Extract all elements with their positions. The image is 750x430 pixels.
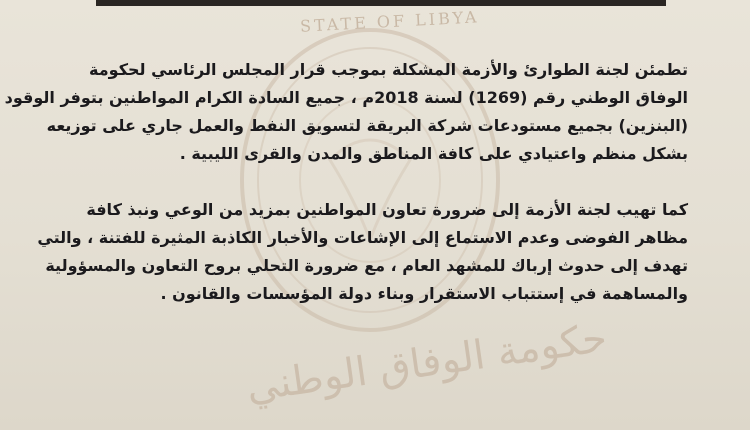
paragraph-line: تطمئن لجنة الطوارئ والأزمة المشكلة بموجب قرار المجلس الرئاسي لحكومة — [89, 60, 688, 79]
paragraph-line: (البنزين) بجميع مستودعات شركة البريقة لتسويق النفط والعمل جاري على توزيعه — [46, 116, 688, 135]
announcement-paragraph-2 — [37, 196, 688, 308]
paragraph-line: تهدف إلى حدوث إرباك للمشهد العام ، مع ضرورة التحلي بروح التعاون والمسؤولية — [45, 256, 688, 275]
paragraph-line: الوفاق الوطني رقم (1269) لسنة 2018م ، جميع السادة الكرام المواطنين بتوفر الوقود — [4, 88, 688, 107]
seal-top-text: STATE OF LIBYA — [299, 7, 480, 36]
paragraph-line: مظاهر الفوضى وعدم الاستماع إلى الإشاعات والأخبار الكاذبة المثيرة للفتنة ، والتي — [37, 228, 688, 247]
seal-bottom-text: حكومة الوفاق الوطني — [243, 314, 610, 412]
top-border-rule — [96, 0, 666, 6]
paragraph-line: بشكل منظم واعتيادي على كافة المناطق والمدن والقرى الليبية . — [179, 144, 688, 163]
paragraph-line: كما تهيب لجنة الأزمة إلى ضرورة تعاون المواطنين بمزيد من الوعي ونبذ كافة — [86, 200, 688, 219]
announcement-paragraph-1 — [4, 56, 688, 168]
paragraph-line: والمساهمة في إستتباب الاستقرار وبناء دولة المؤسسات والقانون . — [160, 284, 688, 303]
